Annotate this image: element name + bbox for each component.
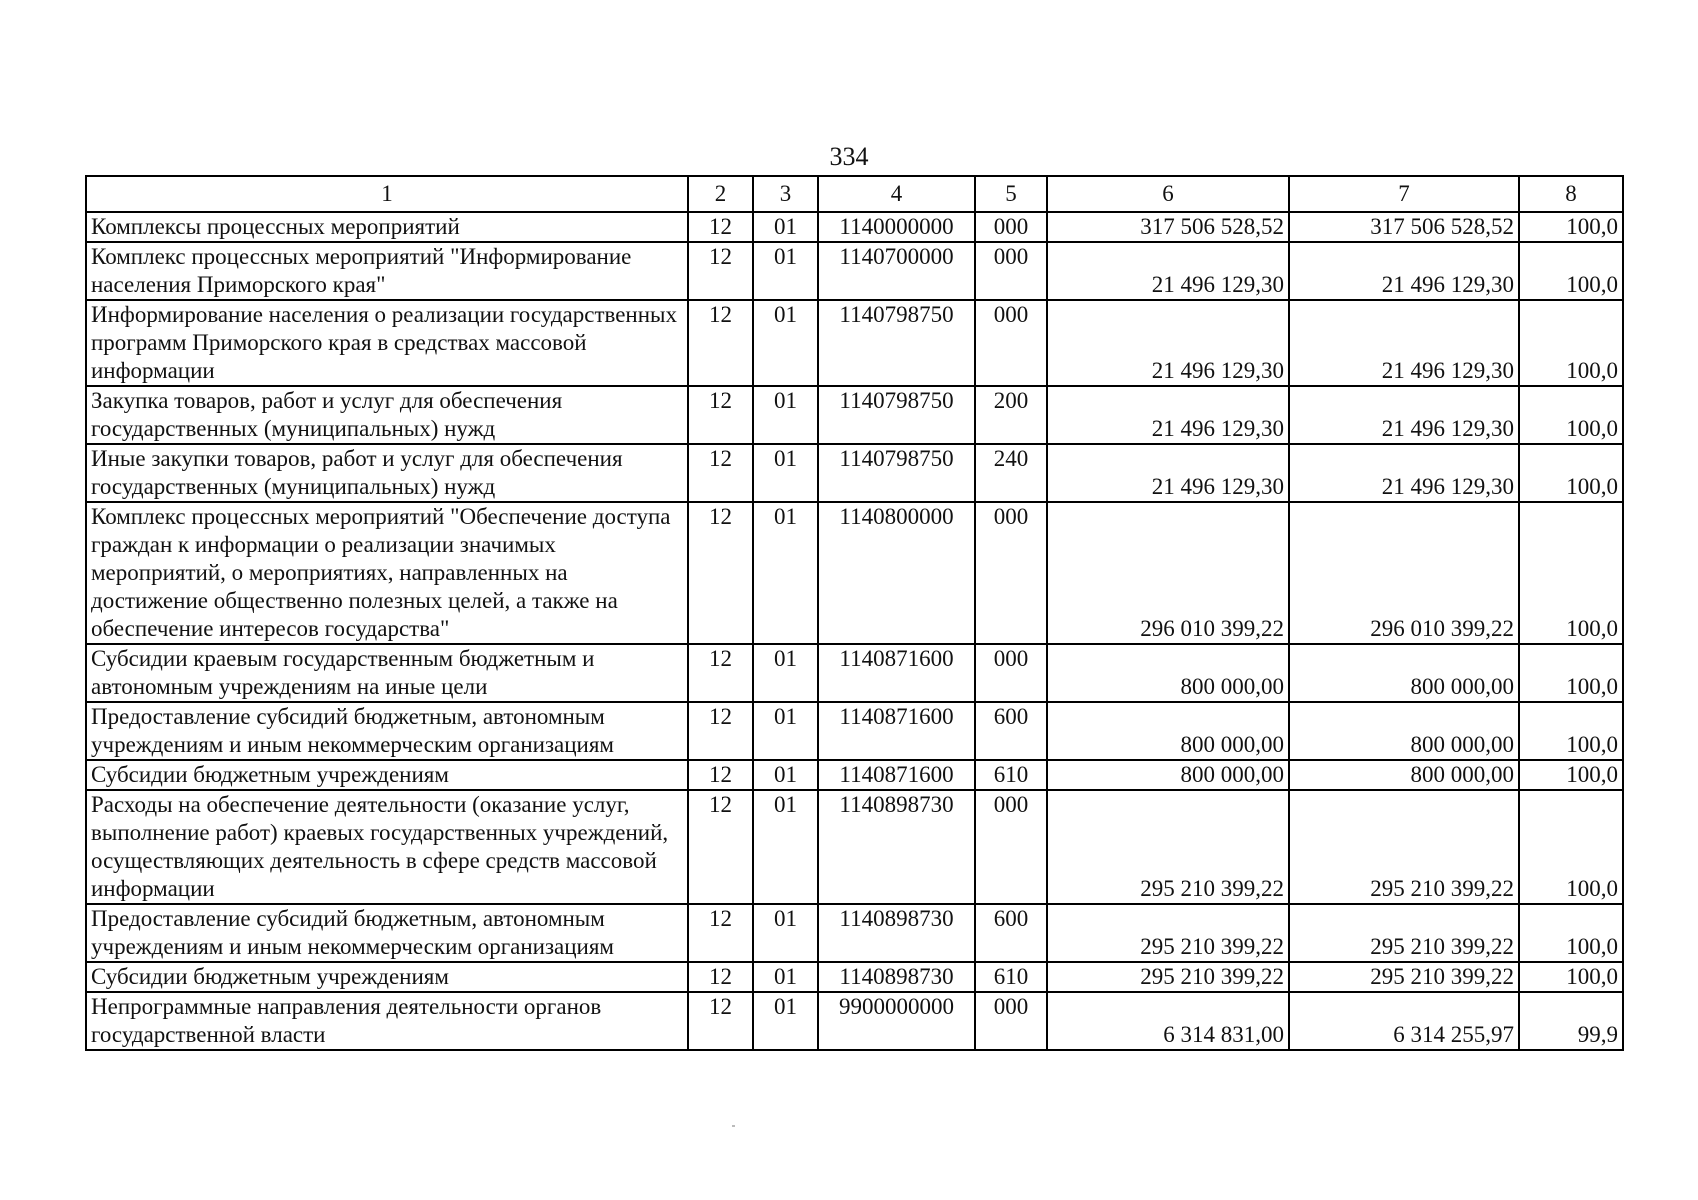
expense-type-cell: 600 (975, 702, 1047, 760)
page-number: 334 (829, 142, 869, 171)
executed-amount-cell: 295 210 399,22 (1289, 962, 1519, 992)
expense-name-cell: Субсидии бюджетным учреждениям (86, 760, 688, 790)
executed-amount-cell: 317 506 528,52 (1289, 212, 1519, 242)
execution-percent-cell: 100,0 (1519, 300, 1623, 386)
executed-amount-cell: 21 496 129,30 (1289, 444, 1519, 502)
planned-amount-cell: 800 000,00 (1047, 702, 1289, 760)
section-code-cell: 12 (688, 962, 753, 992)
execution-percent-cell: 100,0 (1519, 502, 1623, 644)
subsection-code-cell: 01 (753, 212, 818, 242)
column-header: 3 (753, 176, 818, 212)
expense-type-cell: 240 (975, 444, 1047, 502)
table-row (86, 386, 1623, 444)
expense-type-cell: 000 (975, 300, 1047, 386)
executed-amount-cell: 21 496 129,30 (1289, 242, 1519, 300)
planned-amount-cell: 21 496 129,30 (1047, 386, 1289, 444)
subsection-code-cell: 01 (753, 962, 818, 992)
table-header (86, 176, 1623, 212)
executed-amount-cell: 21 496 129,30 (1289, 386, 1519, 444)
column-header: 1 (86, 176, 688, 212)
expense-name-cell: Непрограммные направления деятельности органов государственной власти (86, 992, 688, 1050)
column-header: 2 (688, 176, 753, 212)
subsection-code-cell: 01 (753, 790, 818, 904)
planned-amount-cell: 6 314 831,00 (1047, 992, 1289, 1050)
executed-amount-cell: 295 210 399,22 (1289, 790, 1519, 904)
planned-amount-cell: 295 210 399,22 (1047, 904, 1289, 962)
expense-name-cell: Комплекс процессных мероприятий "Информирование населения Приморского края" (86, 242, 688, 300)
column-header: 4 (818, 176, 975, 212)
subsection-code-cell: 01 (753, 904, 818, 962)
table-row (86, 644, 1623, 702)
target-article-cell: 1140700000 (818, 242, 975, 300)
target-article-cell: 1140798750 (818, 300, 975, 386)
target-article-cell: 1140000000 (818, 212, 975, 242)
planned-amount-cell: 21 496 129,30 (1047, 444, 1289, 502)
target-article-cell: 1140871600 (818, 760, 975, 790)
target-article-cell: 1140800000 (818, 502, 975, 644)
table-row (86, 962, 1623, 992)
planned-amount-cell: 296 010 399,22 (1047, 502, 1289, 644)
target-article-cell: 1140898730 (818, 962, 975, 992)
expense-type-cell: 600 (975, 904, 1047, 962)
expense-name-cell: Предоставление субсидий бюджетным, автономным учреждениям и иным некоммерческим организациям (86, 904, 688, 962)
subsection-code-cell: 01 (753, 760, 818, 790)
planned-amount-cell: 317 506 528,52 (1047, 212, 1289, 242)
target-article-cell: 9900000000 (818, 992, 975, 1050)
subsection-code-cell: 01 (753, 242, 818, 300)
target-article-cell: 1140898730 (818, 904, 975, 962)
table-row (86, 904, 1623, 962)
table-row (86, 444, 1623, 502)
executed-amount-cell: 295 210 399,22 (1289, 904, 1519, 962)
table-row (86, 212, 1623, 242)
target-article-cell: 1140898730 (818, 790, 975, 904)
section-code-cell: 12 (688, 300, 753, 386)
target-article-cell: 1140798750 (818, 444, 975, 502)
execution-percent-cell: 100,0 (1519, 386, 1623, 444)
subsection-code-cell: 01 (753, 502, 818, 644)
column-header: 7 (1289, 176, 1519, 212)
section-code-cell: 12 (688, 760, 753, 790)
expense-name-cell: Субсидии краевым государственным бюджетным и автономным учреждениям на иные цели (86, 644, 688, 702)
planned-amount-cell: 21 496 129,30 (1047, 242, 1289, 300)
section-code-cell: 12 (688, 212, 753, 242)
expense-name-cell: Предоставление субсидий бюджетным, автономным учреждениям и иным некоммерческим организациям (86, 702, 688, 760)
section-code-cell: 12 (688, 992, 753, 1050)
execution-percent-cell: 100,0 (1519, 702, 1623, 760)
executed-amount-cell: 296 010 399,22 (1289, 502, 1519, 644)
expense-type-cell: 610 (975, 962, 1047, 992)
section-code-cell: 12 (688, 644, 753, 702)
expense-type-cell: 000 (975, 502, 1047, 644)
execution-percent-cell: 100,0 (1519, 904, 1623, 962)
section-code-cell: 12 (688, 904, 753, 962)
subsection-code-cell: 01 (753, 444, 818, 502)
section-code-cell: 12 (688, 444, 753, 502)
target-article-cell: 1140871600 (818, 702, 975, 760)
expense-type-cell: 000 (975, 242, 1047, 300)
expense-name-cell: Комплекс процессных мероприятий "Обеспечение доступа граждан к информации о реализации значимых мероприятий, о мероприятиях, направленных на достижение общественно полезных целей, а также на обеспечение интересов государства" (86, 502, 688, 644)
scan-mark (732, 1125, 735, 1127)
table-body (86, 212, 1623, 1050)
execution-percent-cell: 100,0 (1519, 242, 1623, 300)
expense-name-cell: Субсидии бюджетным учреждениям (86, 962, 688, 992)
section-code-cell: 12 (688, 702, 753, 760)
target-article-cell: 1140871600 (818, 644, 975, 702)
expense-type-cell: 000 (975, 790, 1047, 904)
section-code-cell: 12 (688, 242, 753, 300)
expense-type-cell: 000 (975, 992, 1047, 1050)
execution-percent-cell: 100,0 (1519, 444, 1623, 502)
target-article-cell: 1140798750 (818, 386, 975, 444)
planned-amount-cell: 800 000,00 (1047, 760, 1289, 790)
subsection-code-cell: 01 (753, 300, 818, 386)
execution-percent-cell: 99,9 (1519, 992, 1623, 1050)
subsection-code-cell: 01 (753, 644, 818, 702)
execution-percent-cell: 100,0 (1519, 644, 1623, 702)
expense-name-cell: Информирование населения о реализации государственных программ Приморского края в средствах массовой информации (86, 300, 688, 386)
executed-amount-cell: 21 496 129,30 (1289, 300, 1519, 386)
section-code-cell: 12 (688, 790, 753, 904)
subsection-code-cell: 01 (753, 386, 818, 444)
table-row (86, 702, 1623, 760)
planned-amount-cell: 800 000,00 (1047, 644, 1289, 702)
expense-name-cell: Комплексы процессных мероприятий (86, 212, 688, 242)
column-header: 8 (1519, 176, 1623, 212)
table-row (86, 760, 1623, 790)
budget-table (85, 175, 1624, 1051)
execution-percent-cell: 100,0 (1519, 790, 1623, 904)
section-code-cell: 12 (688, 502, 753, 644)
table-row (86, 790, 1623, 904)
executed-amount-cell: 800 000,00 (1289, 760, 1519, 790)
execution-percent-cell: 100,0 (1519, 962, 1623, 992)
header-row (86, 176, 1623, 212)
table-row (86, 502, 1623, 644)
expense-type-cell: 000 (975, 644, 1047, 702)
execution-percent-cell: 100,0 (1519, 212, 1623, 242)
planned-amount-cell: 21 496 129,30 (1047, 300, 1289, 386)
subsection-code-cell: 01 (753, 992, 818, 1050)
section-code-cell: 12 (688, 386, 753, 444)
column-header: 6 (1047, 176, 1289, 212)
execution-percent-cell: 100,0 (1519, 760, 1623, 790)
subsection-code-cell: 01 (753, 702, 818, 760)
executed-amount-cell: 800 000,00 (1289, 702, 1519, 760)
expense-name-cell: Закупка товаров, работ и услуг для обеспечения государственных (муниципальных) нужд (86, 386, 688, 444)
planned-amount-cell: 295 210 399,22 (1047, 962, 1289, 992)
planned-amount-cell: 295 210 399,22 (1047, 790, 1289, 904)
table-row (86, 300, 1623, 386)
expense-name-cell: Расходы на обеспечение деятельности (оказание услуг, выполнение работ) краевых государственных учреждений, осуществляющих деятельность в сфере средств массовой информации (86, 790, 688, 904)
executed-amount-cell: 6 314 255,97 (1289, 992, 1519, 1050)
expense-type-cell: 000 (975, 212, 1047, 242)
executed-amount-cell: 800 000,00 (1289, 644, 1519, 702)
table-row (86, 992, 1623, 1050)
expense-name-cell: Иные закупки товаров, работ и услуг для обеспечения государственных (муниципальных) нужд (86, 444, 688, 502)
table-row (86, 242, 1623, 300)
expense-type-cell: 610 (975, 760, 1047, 790)
expense-type-cell: 200 (975, 386, 1047, 444)
column-header: 5 (975, 176, 1047, 212)
